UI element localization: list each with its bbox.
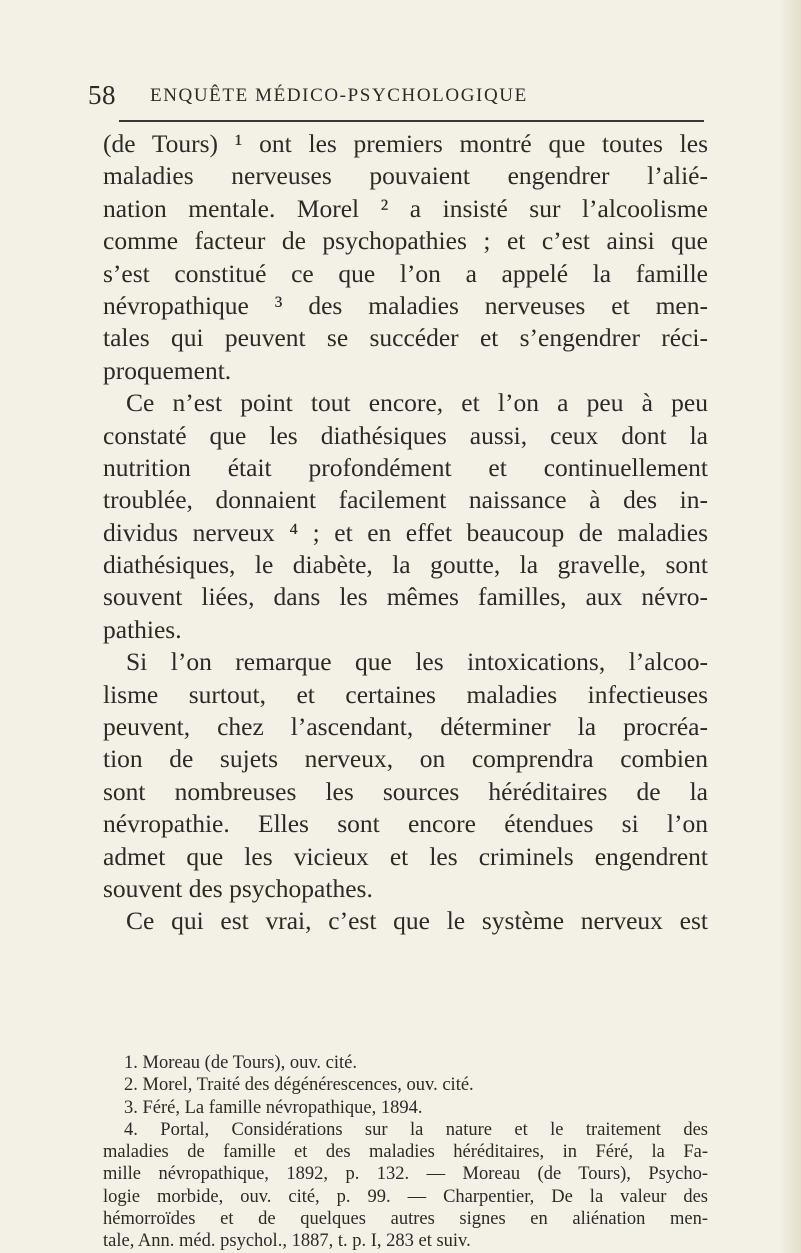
text-line: constaté que les diathésiques aussi, ceux dont la [103, 420, 708, 450]
text-line: Si l’on remarque que les intoxications, l’alcoo- [126, 647, 708, 677]
page-number: 58 [88, 80, 116, 110]
main-text [103, 128, 708, 938]
text-line: diathésiques, le diabète, la goutte, la gravelle, sont [103, 550, 708, 580]
text-line: névropathique ³ des maladies nerveuses et men- [103, 290, 708, 320]
footnote-line: tale, Ann. méd. psychol., 1887, t. p. I, 283 et suiv. [103, 1231, 471, 1252]
footnote-line: 2. Morel, Traité des dégénérescences, ouv. cité. [124, 1075, 474, 1096]
page-header [88, 80, 628, 120]
footnote-line: 1. Moreau (de Tours), ouv. cité. [124, 1053, 357, 1073]
text-line: s’est constitué ce que l’on a appelé la famille [103, 258, 708, 288]
page-edge-shadow [779, 0, 801, 1253]
text-line: dividus nerveux ⁴ ; et en effet beaucoup de maladies [103, 517, 708, 547]
text-line: souvent des psychopathes. [103, 873, 373, 903]
text-line: maladies nerveuses pouvaient engendrer l’alié- [103, 161, 708, 191]
text-line: comme facteur de psychopathies ; et c’est ainsi que [103, 226, 708, 256]
text-line: sont nombreuses les sources héréditaires de la [103, 776, 708, 806]
text-line: Ce qui est vrai, c’est que le système nerveux est [126, 906, 708, 936]
footnote-line: 3. Féré, La famille névropathique, 1894. [124, 1097, 423, 1118]
text-line: nutrition était profondément et continuellement [103, 452, 708, 482]
footnote-line: mille névropathique, 1892, p. 132. — Moreau (de Tours), Psycho- [103, 1164, 708, 1185]
text-line: lisme surtout, et certaines maladies infectieuses [103, 679, 708, 709]
text-line: (de Tours) ¹ ont les premiers montré que toutes les [103, 129, 708, 158]
text-line: admet que les vicieux et les criminels engendrent [103, 841, 708, 871]
text-line: tion de sujets nerveux, on comprendra combien [103, 744, 708, 774]
footnote-line: 4. Portal, Considérations sur la nature et le traitement des [124, 1119, 708, 1140]
text-line: Ce n’est point tout encore, et l’on a peu à peu [126, 388, 708, 418]
header-rule [119, 120, 704, 122]
running-title: ENQUÊTE MÉDICO-PSYCHOLOGIQUE [150, 85, 528, 106]
text-line: pathies. [103, 614, 182, 644]
text-line: tales qui peuvent se succéder et s’engendrer réci- [103, 323, 708, 353]
footnotes [103, 1052, 708, 1253]
text-line: souvent liées, dans les mêmes familles, aux névro- [103, 582, 708, 612]
text-line: troublée, donnaient facilement naissance à des in- [103, 485, 708, 515]
footnote-line: logie morbide, ouv. cité, p. 99. — Charpentier, De la valeur des [103, 1186, 708, 1207]
text-line: proquement. [103, 355, 232, 385]
text-line: peuvent, chez l’ascendant, déterminer la procréa- [103, 712, 708, 742]
text-line: névropathie. Elles sont encore étendues si l’on [103, 809, 708, 839]
footnote-line: hémorroïdes et de quelques autres signes en aliénation men- [103, 1209, 708, 1230]
text-line: nation mentale. Morel ² a insisté sur l’alcoolisme [103, 193, 708, 223]
footnote-line: maladies de famille et des maladies héréditaires, in Féré, la Fa- [103, 1142, 708, 1163]
